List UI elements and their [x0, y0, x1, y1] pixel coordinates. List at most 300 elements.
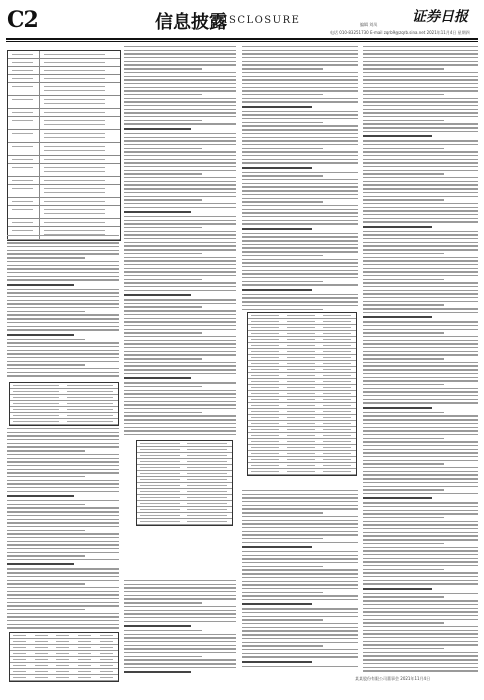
text-line: [242, 270, 358, 271]
table-cell: [35, 659, 48, 660]
table-cell: [287, 321, 314, 322]
text-line: [7, 303, 119, 304]
table-cell: [100, 641, 113, 642]
table-cell: [187, 485, 227, 486]
text-line: [7, 609, 85, 610]
text-line: [7, 602, 119, 603]
table-cell: [56, 659, 69, 660]
text-line: [7, 548, 119, 549]
table-cell: [140, 503, 180, 504]
text-line: [242, 137, 358, 138]
text-line: [363, 358, 444, 359]
text-line: [242, 653, 358, 654]
text-line: [124, 101, 236, 102]
table-cell: [251, 369, 278, 370]
table-cell: [287, 399, 314, 400]
text-line: [363, 151, 478, 152]
text-line: [363, 275, 478, 276]
text-line: [363, 61, 478, 62]
text-line: [124, 98, 236, 99]
table-cell: [251, 465, 278, 466]
text-line: [7, 627, 119, 628]
text-line: [7, 515, 119, 516]
text-line: [242, 616, 358, 617]
table-cell: [13, 415, 58, 416]
table-cell: [287, 411, 314, 412]
text-line: [124, 133, 236, 134]
table-cell: [251, 411, 278, 412]
text-line: [363, 482, 478, 483]
text-line: [124, 401, 236, 402]
paragraph-heading: [7, 284, 74, 286]
text-line: [7, 491, 119, 492]
text-line: [7, 257, 85, 258]
table-cell: [287, 351, 314, 352]
text-line: [363, 131, 478, 132]
table-cell: [323, 405, 350, 406]
table-cell: [78, 677, 91, 678]
text-line: [242, 581, 358, 582]
text-line: [124, 83, 236, 84]
text-line: [7, 594, 119, 595]
text-line: [363, 76, 478, 77]
table-cell: [187, 479, 227, 480]
text-line: [124, 279, 202, 280]
table-cell: [251, 459, 278, 460]
text-line: [7, 598, 119, 599]
article-column-1b: [7, 428, 119, 631]
table-row: [248, 469, 356, 475]
text-line: [124, 148, 202, 149]
text-line: [124, 173, 202, 174]
text-line: [363, 449, 478, 450]
text-line: [363, 608, 478, 609]
text-line: [7, 511, 119, 512]
text-line: [124, 192, 236, 193]
text-line: [124, 606, 236, 607]
table-cell: [13, 677, 26, 678]
text-line: [124, 659, 236, 660]
table-cell: [78, 665, 91, 666]
text-line: [124, 663, 236, 664]
table-cell: [287, 369, 314, 370]
text-line: [363, 474, 478, 475]
article-column-1: [7, 235, 119, 379]
text-line: [7, 454, 119, 455]
text-line: [124, 188, 236, 189]
newspaper-logo: 证券日报: [412, 9, 468, 25]
table-cell: [67, 385, 112, 386]
text-line: [7, 559, 119, 560]
text-line: [363, 72, 478, 73]
text-line: [363, 626, 478, 627]
text-line: [242, 111, 358, 112]
text-line: [363, 438, 444, 439]
table-cell: [35, 641, 48, 642]
paragraph-heading: [7, 563, 74, 565]
text-line: [363, 53, 478, 54]
text-line: [363, 286, 478, 287]
text-line: [363, 402, 478, 403]
text-line: [242, 262, 358, 263]
text-line: [124, 325, 236, 326]
table-cell: [287, 453, 314, 454]
paragraph-heading: [363, 588, 432, 590]
text-line: [363, 90, 478, 91]
table-cell: [140, 509, 180, 510]
table-row: [137, 519, 232, 525]
table-cell: [287, 459, 314, 460]
text-line: [7, 591, 119, 592]
text-line: [242, 118, 358, 119]
text-line: [363, 415, 478, 416]
paragraph-heading: [124, 377, 191, 379]
text-line: [363, 162, 478, 163]
text-line: [363, 282, 478, 283]
paragraph-heading: [242, 603, 312, 605]
page-header: [0, 0, 484, 40]
text-line: [363, 558, 478, 559]
text-line: [7, 242, 119, 243]
date-line: 2021年11月4日 星期四: [426, 30, 470, 35]
table-cell: [78, 635, 91, 636]
text-line: [363, 257, 478, 258]
table-cell: [140, 455, 180, 456]
table-cell: [287, 441, 314, 442]
table-cell: [287, 357, 314, 358]
text-line: [124, 61, 236, 62]
table-cell: [56, 653, 69, 654]
text-line: [242, 240, 358, 241]
text-line: [7, 361, 119, 362]
text-line: [363, 170, 478, 171]
table-cell: [13, 671, 26, 672]
table-cell: [78, 641, 91, 642]
text-line: [7, 480, 119, 481]
text-line: [7, 350, 119, 351]
text-line: [124, 332, 202, 333]
text-line: [242, 155, 358, 156]
table-cell: [100, 677, 113, 678]
text-line: [363, 430, 478, 431]
text-line: [242, 666, 358, 667]
text-line: [242, 46, 358, 47]
text-line: [7, 483, 119, 484]
table-cell: [67, 391, 112, 392]
text-line: [363, 83, 478, 84]
text-line: [242, 577, 358, 578]
text-line: [363, 231, 478, 232]
article-column-2: [124, 46, 236, 438]
text-line: [242, 612, 358, 613]
text-line: [363, 478, 478, 479]
text-line: [242, 284, 358, 285]
paragraph-heading: [124, 671, 191, 673]
text-line: [363, 304, 444, 305]
text-line: [242, 129, 358, 130]
text-line: [124, 286, 236, 287]
text-line: [7, 555, 85, 556]
text-line: [124, 196, 236, 197]
table-cell: [323, 381, 350, 382]
text-line: [124, 365, 236, 366]
text-line: [363, 554, 478, 555]
section-title-en: DISCLOSURE: [214, 15, 301, 26]
text-line: [363, 148, 444, 149]
text-line: [363, 184, 478, 185]
text-line: [124, 116, 236, 117]
text-line: [363, 68, 444, 69]
text-line: [242, 251, 358, 252]
table-cell: [323, 453, 350, 454]
text-line: [242, 175, 323, 176]
text-line: [363, 373, 478, 374]
text-line: [124, 72, 236, 73]
text-line: [124, 423, 236, 424]
text-line: [363, 561, 478, 562]
text-line: [124, 112, 236, 113]
editor-line: 编辑 刘凤: [360, 22, 378, 27]
text-line: [7, 326, 119, 327]
text-line: [124, 271, 236, 272]
table-cell: [140, 473, 180, 474]
text-line: [7, 605, 119, 606]
text-line: [242, 53, 358, 54]
text-line: [242, 527, 358, 528]
text-line: [363, 565, 478, 566]
text-line: [7, 307, 119, 308]
text-line: [242, 57, 358, 58]
text-line: [124, 652, 236, 653]
text-line: [363, 264, 478, 265]
text-line: [242, 566, 323, 567]
text-line: [124, 79, 236, 80]
text-line: [242, 501, 358, 502]
table-cell: [251, 327, 278, 328]
text-line: [242, 558, 358, 559]
text-line: [363, 173, 444, 174]
text-line: [124, 140, 236, 141]
table-cell: [35, 671, 48, 672]
text-line: [363, 140, 478, 141]
table-cell: [67, 403, 112, 404]
text-line: [363, 203, 478, 204]
text-line: [363, 419, 478, 420]
text-line: [242, 619, 323, 620]
text-line: [242, 490, 358, 491]
text-line: [242, 638, 358, 639]
table-cell: [287, 471, 314, 472]
article-column-2b: [124, 580, 236, 676]
text-line: [7, 522, 119, 523]
text-line: [7, 265, 119, 266]
text-line: [363, 343, 478, 344]
text-line: [7, 613, 119, 614]
text-line: [242, 144, 358, 145]
table-cell: [187, 491, 227, 492]
text-line: [242, 244, 358, 245]
text-line: [363, 502, 478, 503]
text-line: [363, 471, 478, 472]
text-line: [363, 532, 478, 533]
article-column-3b: [242, 490, 358, 669]
text-line: [7, 537, 119, 538]
text-line: [242, 512, 323, 513]
text-line: [363, 615, 478, 616]
text-line: [124, 253, 202, 254]
text-line: [242, 83, 358, 84]
text-line: [242, 194, 358, 195]
text-line: [242, 186, 358, 187]
text-line: [242, 236, 358, 237]
text-line: [7, 458, 119, 459]
text-line: [242, 50, 358, 51]
text-line: [124, 613, 236, 614]
text-line: [363, 521, 478, 522]
text-line: [363, 377, 478, 378]
section-title: 信息披露: [155, 12, 227, 33]
table-cell: [287, 447, 314, 448]
contact-line: 电话 010-83251730 E-mail zqrb9@zqrb.sina.net: [330, 30, 426, 35]
text-line: [363, 489, 444, 490]
text-line: [7, 364, 85, 365]
table-cell: [287, 405, 314, 406]
text-line: [242, 114, 358, 115]
text-line: [124, 120, 202, 121]
header-rule: [6, 38, 478, 40]
table-cell: [323, 471, 350, 472]
text-line: [242, 183, 358, 184]
data-table-4: [247, 312, 357, 476]
text-line: [363, 109, 478, 110]
text-line: [242, 277, 358, 278]
text-line: [124, 53, 236, 54]
text-line: [7, 296, 119, 297]
text-line: [363, 238, 478, 239]
table-cell: [56, 677, 69, 678]
text-line: [124, 630, 202, 631]
text-line: [124, 397, 236, 398]
text-line: [124, 227, 202, 228]
table-cell: [287, 327, 314, 328]
text-line: [363, 427, 478, 428]
table-cell: [56, 647, 69, 648]
text-line: [7, 342, 119, 343]
paragraph-heading: [124, 294, 191, 296]
text-line: [363, 524, 478, 525]
table-cell: [251, 447, 278, 448]
text-line: [242, 508, 358, 509]
paragraph-heading: [242, 661, 312, 663]
text-line: [124, 386, 202, 387]
text-line: [242, 179, 358, 180]
text-line: [363, 253, 444, 254]
text-line: [363, 456, 478, 457]
text-line: [7, 568, 119, 569]
text-line: [124, 64, 236, 65]
text-line: [7, 507, 119, 508]
table-cell: [13, 385, 58, 386]
text-line: [7, 311, 85, 312]
table-cell: [251, 435, 278, 436]
text-line: [242, 159, 358, 160]
text-line: [124, 641, 236, 642]
text-line: [242, 98, 358, 99]
table-cell: [35, 677, 48, 678]
text-line: [363, 486, 478, 487]
table-cell: [13, 409, 58, 410]
text-line: [124, 299, 236, 300]
footer-notice: 某某股份有限公司董事会 2021年11月4日: [355, 676, 431, 681]
text-line: [124, 347, 236, 348]
text-line: [363, 384, 444, 385]
text-line: [124, 362, 236, 363]
table-cell: [56, 665, 69, 666]
text-line: [242, 645, 323, 646]
text-line: [124, 306, 202, 307]
text-line: [7, 544, 119, 545]
text-line: [363, 369, 478, 370]
text-line: [363, 50, 478, 51]
paragraph-heading: [124, 128, 191, 130]
table-cell: [323, 393, 350, 394]
text-line: [7, 526, 119, 527]
table-cell: [13, 391, 58, 392]
text-line: [7, 253, 119, 254]
table-cell: [251, 387, 278, 388]
text-line: [242, 599, 358, 600]
text-line: [7, 292, 119, 293]
table-cell: [13, 635, 26, 636]
text-line: [363, 46, 478, 47]
text-line: [124, 610, 236, 611]
text-line: [124, 656, 202, 657]
text-line: [242, 94, 323, 95]
table-cell: [67, 409, 112, 410]
page-number: C2: [7, 7, 38, 33]
text-line: [363, 362, 478, 363]
text-line: [363, 550, 478, 551]
text-line: [124, 264, 236, 265]
table-cell: [140, 521, 180, 522]
table-cell: [13, 421, 58, 422]
paragraph-heading: [124, 211, 191, 213]
table-cell: [287, 363, 314, 364]
text-line: [363, 539, 478, 540]
text-line: [242, 266, 358, 267]
table-cell: [78, 659, 91, 660]
text-line: [7, 465, 119, 466]
text-line: [124, 181, 236, 182]
text-line: [124, 216, 236, 217]
text-line: [363, 655, 478, 656]
text-line: [242, 133, 358, 134]
text-line: [124, 249, 236, 250]
text-line: [242, 555, 358, 556]
text-line: [363, 667, 478, 668]
text-line: [363, 210, 478, 211]
text-line: [363, 648, 444, 649]
text-line: [124, 621, 236, 622]
text-line: [363, 312, 478, 313]
table-cell: [100, 665, 113, 666]
text-line: [124, 203, 236, 204]
text-line: [363, 242, 478, 243]
text-line: [363, 218, 478, 219]
paragraph-heading: [242, 289, 312, 291]
text-line: [124, 587, 236, 588]
text-line: [124, 617, 236, 618]
